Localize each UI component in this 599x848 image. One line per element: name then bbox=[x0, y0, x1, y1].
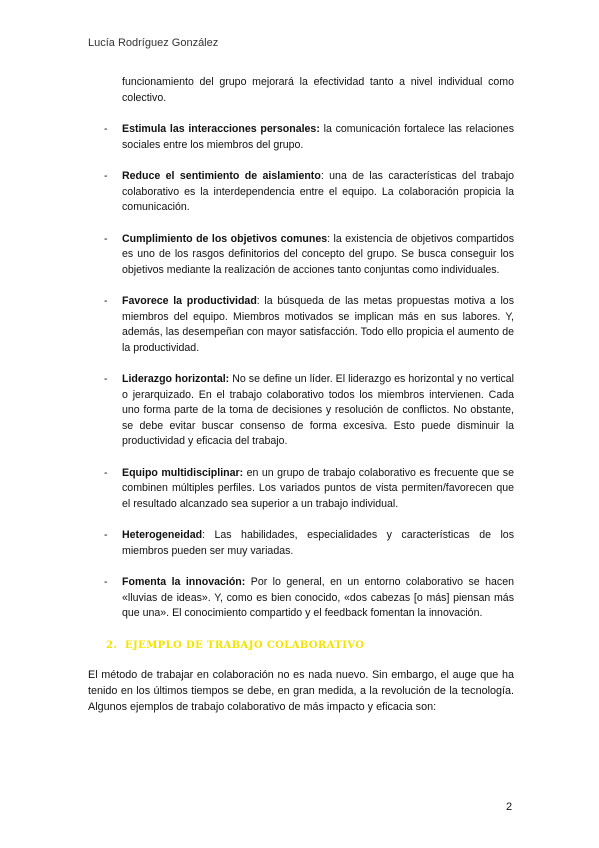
item-text: Por lo general, en un entorno colaborativo se hacen «lluvias de ideas». Y, como es bien conocido, «dos cabezas [o más] piensan más que una». El conocimiento compartido y el feedback fomentan la innovación. bbox=[122, 576, 514, 619]
item-term: Favorece la productividad bbox=[122, 295, 257, 307]
bullet-dash: - bbox=[104, 170, 108, 182]
page-number: 2 bbox=[506, 801, 513, 813]
intro-paragraph: El método de trabajar en colaboración no es nada nuevo. Sin embargo, el auge que ha tenido en los últimos tiempos se debe, en gran medida, a la revolución de la tecnología. Algunos ejemplos de trabajo colaborativo de más impacto y eficacia son: bbox=[88, 669, 514, 713]
list-item bbox=[88, 575, 514, 622]
bullet-dash: - bbox=[104, 466, 108, 479]
bullet-dash: - bbox=[104, 232, 108, 245]
item-text: : la búsqueda de las metas propuestas motiva a los miembros del equipo. Miembros motivados se implican más en sus labores. Y, además, las desempeñan con mayor satisfacción. Todo ello propicia el aumento de la productividad. bbox=[122, 295, 514, 354]
item-term: Fomenta la innovación: bbox=[122, 576, 246, 588]
item-term: Estimula las interacciones personales: bbox=[122, 123, 320, 135]
list-item bbox=[88, 122, 514, 153]
bullet-dash: - bbox=[104, 295, 108, 307]
list-item bbox=[88, 294, 514, 356]
page-header-author: Lucía Rodríguez González bbox=[88, 37, 219, 49]
item-term: Heterogeneidad bbox=[122, 529, 203, 541]
item-term: Liderazgo horizontal: bbox=[122, 373, 230, 385]
list-item bbox=[88, 372, 514, 450]
bullet-dash: - bbox=[104, 373, 108, 385]
section-number: 2. bbox=[106, 639, 118, 651]
item-text: la comunicación fortalece las relaciones sociales entre los miembros del grupo. bbox=[122, 123, 515, 151]
item-text: No se define un líder. El liderazgo es horizontal y no vertical o jerarquizado. En el trabajo colaborativo todos los miembros intervienen. Cada uno forma parte de la toma de decisiones y resolución de conflictos. No obstante, se debe evitar buscar consenso de forma excesiva. Esto puede disminuir la productividad y eficacia del trabajo. bbox=[122, 373, 514, 447]
item-term: Reduce el sentimiento de aislamiento bbox=[122, 170, 321, 182]
bullet-dash: - bbox=[104, 576, 108, 588]
list-item bbox=[88, 466, 514, 513]
list-item bbox=[88, 232, 514, 279]
item-term: Cumplimiento de los objetivos comunes bbox=[122, 232, 328, 245]
continuation-paragraph: funcionamiento del grupo mejorará la efectividad tanto a nivel individual como colectivo. bbox=[122, 76, 514, 104]
item-term: Equipo multidisciplinar: bbox=[122, 466, 244, 479]
section-heading bbox=[88, 638, 514, 654]
item-text: : Las habilidades, especialidades y características de los miembros pueden ser muy variadas. bbox=[122, 529, 514, 557]
page-content bbox=[88, 75, 514, 726]
list-item bbox=[88, 528, 514, 559]
bullet-dash: - bbox=[104, 529, 108, 541]
list-item bbox=[88, 169, 514, 216]
section-title: EJEMPLO DE TRABAJO COLABORATIVO bbox=[125, 639, 365, 651]
item-text: en un grupo de trabajo colaborativo es frecuente que se combinen múltiples perfiles. Los variados puntos de vista permiten/favorecen que el resultado alcanzado sea superior a un trabajo individual. bbox=[122, 466, 515, 510]
bullet-dash: - bbox=[104, 123, 108, 135]
item-text: : la existencia de objetivos compartidos es uno de los rasgos definitorios del concepto del grupo. Se busca conseguir los objetivos mediante la realización de acciones tanto conjuntas como individuales. bbox=[122, 232, 514, 276]
item-text: : una de las características del trabajo colaborativo es la interdependencia entre el equipo. La colaboración propicia la comunicación. bbox=[122, 170, 514, 213]
